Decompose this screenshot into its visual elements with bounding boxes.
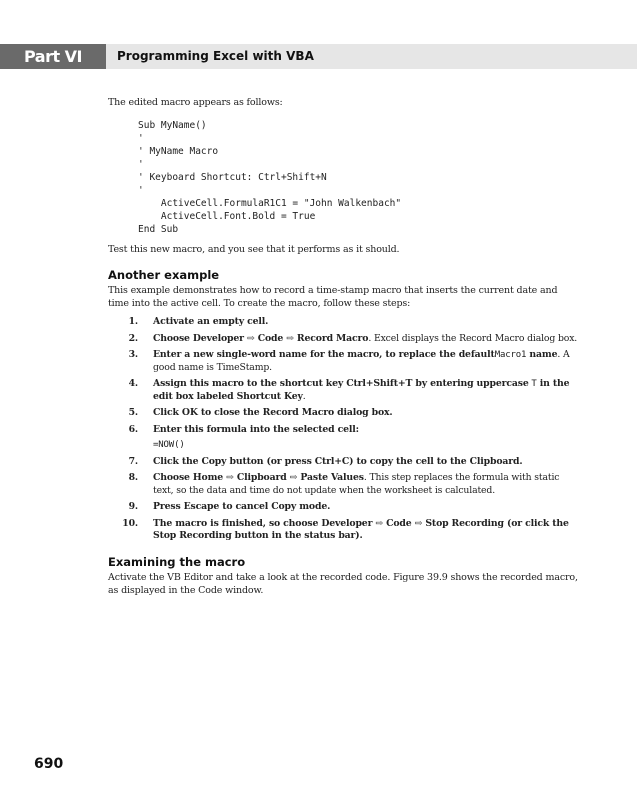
code-line: Sub MyName() xyxy=(138,120,207,131)
list-item xyxy=(108,424,578,452)
step-instruction: Click the Copy button (or press Ctrl+C) to copy the cell to the Clipboard. xyxy=(153,455,523,467)
after-code-paragraph: Test this new macro, and you see that it performs as it should. xyxy=(108,244,400,255)
formula-code: =NOW() xyxy=(153,440,185,450)
step-detail: . Excel displays the Record Macro dialog box. xyxy=(368,332,578,344)
step-instruction-end: name xyxy=(526,349,558,360)
chapter-title: Programming Excel with VBA xyxy=(117,49,314,63)
step-instruction: Press Escape to cancel Copy mode. xyxy=(153,501,331,512)
step-detail: . xyxy=(302,390,306,402)
section-heading-examining-macro: Examining the macro xyxy=(108,554,246,569)
code-line: End Sub xyxy=(138,224,179,235)
inline-code: T xyxy=(531,379,537,389)
list-item xyxy=(108,349,578,374)
intro-paragraph: The edited macro appears as follows: xyxy=(108,97,283,108)
page-content xyxy=(108,96,578,597)
step-number: 9. xyxy=(128,501,138,512)
code-line: ' MyName Macro xyxy=(138,146,219,157)
list-item xyxy=(108,378,578,403)
section-intro-paragraph: This example demonstrates how to record a time-stamp macro that inserts the current date and time into the active cell. To create the macro, follow these steps: xyxy=(108,285,558,309)
step-number: 5. xyxy=(128,407,138,418)
section-paragraph: Activate the VB Editor and take a look at the recorded code. Figure 39.9 shows the recorded macro, as displayed in the Code window. xyxy=(108,571,578,596)
step-number: 4. xyxy=(128,378,138,389)
code-line: ' xyxy=(138,133,144,144)
step-number: 6. xyxy=(128,423,138,435)
section-heading-another-example: Another example xyxy=(108,268,220,282)
step-instruction: The macro is finished, so choose Developer ⇨ Code ⇨ Stop Recording (or click the Stop Recording button in the status bar). xyxy=(153,517,569,541)
page-number: 690 xyxy=(34,756,64,772)
step-instruction: Enter this formula into the selected cell: xyxy=(153,423,359,435)
code-line: ' xyxy=(138,159,144,170)
code-listing xyxy=(138,119,578,236)
step-instruction-end: in the edit box labeled Shortcut Key xyxy=(153,378,570,402)
part-label: Part VI xyxy=(0,44,106,69)
step-instruction: Assign this macro to the shortcut key Ctrl+Shift+T by entering uppercase xyxy=(153,378,529,389)
inline-code: Macro1 xyxy=(494,350,527,360)
list-item xyxy=(108,518,578,543)
step-number: 8. xyxy=(128,472,138,483)
code-line: ' xyxy=(138,185,144,196)
step-detail: . A good name is TimeStamp. xyxy=(153,349,570,373)
code-line: ' Keyboard Shortcut: Ctrl+Shift+N xyxy=(138,172,327,183)
code-line: ActiveCell.Font.Bold = True xyxy=(138,211,316,222)
list-item xyxy=(108,472,578,497)
step-number: 1. xyxy=(128,316,138,327)
step-number: 10. xyxy=(122,517,138,529)
code-line: ActiveCell.FormulaR1C1 = "John Walkenbach" xyxy=(138,198,402,209)
list-item xyxy=(108,501,578,514)
step-number: 2. xyxy=(128,332,138,344)
step-instruction: Choose Home ⇨ Clipboard ⇨ Paste Values xyxy=(153,472,364,483)
list-item xyxy=(108,316,578,329)
list-item xyxy=(108,456,578,469)
step-detail: . This step replaces the formula with static text, so the data and time do not update when the worksheet is calculated. xyxy=(153,472,560,496)
step-instruction: Activate an empty cell. xyxy=(153,316,269,327)
step-number: 3. xyxy=(128,349,138,360)
step-number: 7. xyxy=(128,455,138,467)
step-instruction: Choose Developer ⇨ Code ⇨ Record Macro xyxy=(153,332,369,344)
step-instruction: Enter a new single-word name for the macro, to replace the default xyxy=(153,349,495,360)
list-item xyxy=(108,333,578,346)
steps-list xyxy=(108,316,578,543)
list-item xyxy=(108,407,578,420)
step-instruction: Click OK to close the Record Macro dialog box. xyxy=(153,407,393,418)
